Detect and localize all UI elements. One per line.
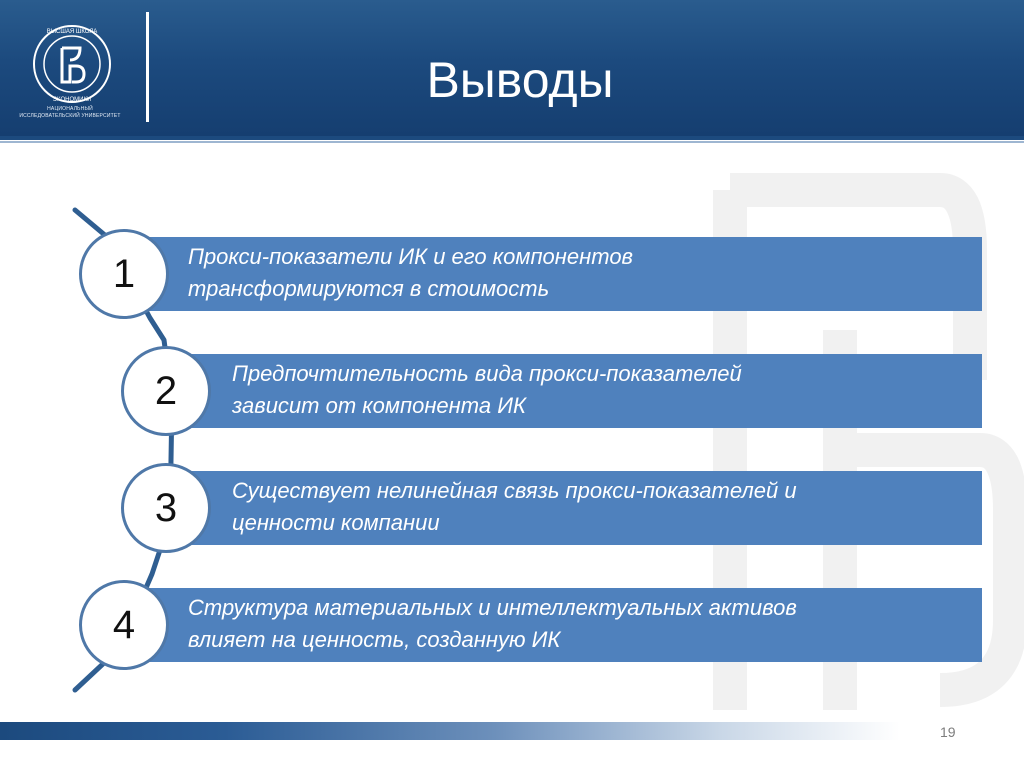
svg-text:ЭКОНОМИКИ: ЭКОНОМИКИ xyxy=(52,97,92,103)
header-divider-accent xyxy=(0,141,1024,143)
number-circle-3: 3 xyxy=(121,463,211,553)
svg-text:ВЫСШАЯ ШКОЛА: ВЫСШАЯ ШКОЛА xyxy=(46,29,98,35)
conclusion-3-line2: ценности компании xyxy=(232,510,440,535)
logo-caption: НАЦИОНАЛЬНЫЙ ИССЛЕДОВАТЕЛЬСКИЙ УНИВЕРСИТЕТ xyxy=(19,106,121,119)
header-divider-line xyxy=(0,136,1024,140)
university-logo xyxy=(14,16,126,120)
number-circle-4: 4 xyxy=(79,580,169,670)
conclusion-2-line1: Предпочтительность вида прокси-показателей xyxy=(232,361,742,386)
conclusion-bar-2 xyxy=(168,354,982,428)
conclusion-4-line1: Структура материальных и интеллектуальных активов xyxy=(188,595,797,620)
number-circle-2: 2 xyxy=(121,346,211,436)
number-circle-1: 1 xyxy=(79,229,169,319)
slide-title: Выводы xyxy=(426,52,614,108)
conclusion-1-line2: трансформируются в стоимость xyxy=(188,276,550,301)
conclusion-bar-3 xyxy=(168,471,982,545)
footer-gradient-bar xyxy=(0,722,900,740)
conclusion-bar-1 xyxy=(126,237,982,311)
conclusion-2-line2: зависит от компонента ИК xyxy=(232,393,526,418)
conclusion-4-line2: влияет на ценность, созданную ИК xyxy=(188,627,561,652)
page-number: 19 xyxy=(940,724,956,740)
conclusion-1-line1: Прокси-показатели ИК и его компонентов xyxy=(188,244,634,269)
header-vertical-divider xyxy=(146,12,149,122)
conclusion-3-line1: Существует нелинейная связь прокси-показателей и xyxy=(232,478,797,503)
conclusion-bar-4 xyxy=(126,588,982,662)
